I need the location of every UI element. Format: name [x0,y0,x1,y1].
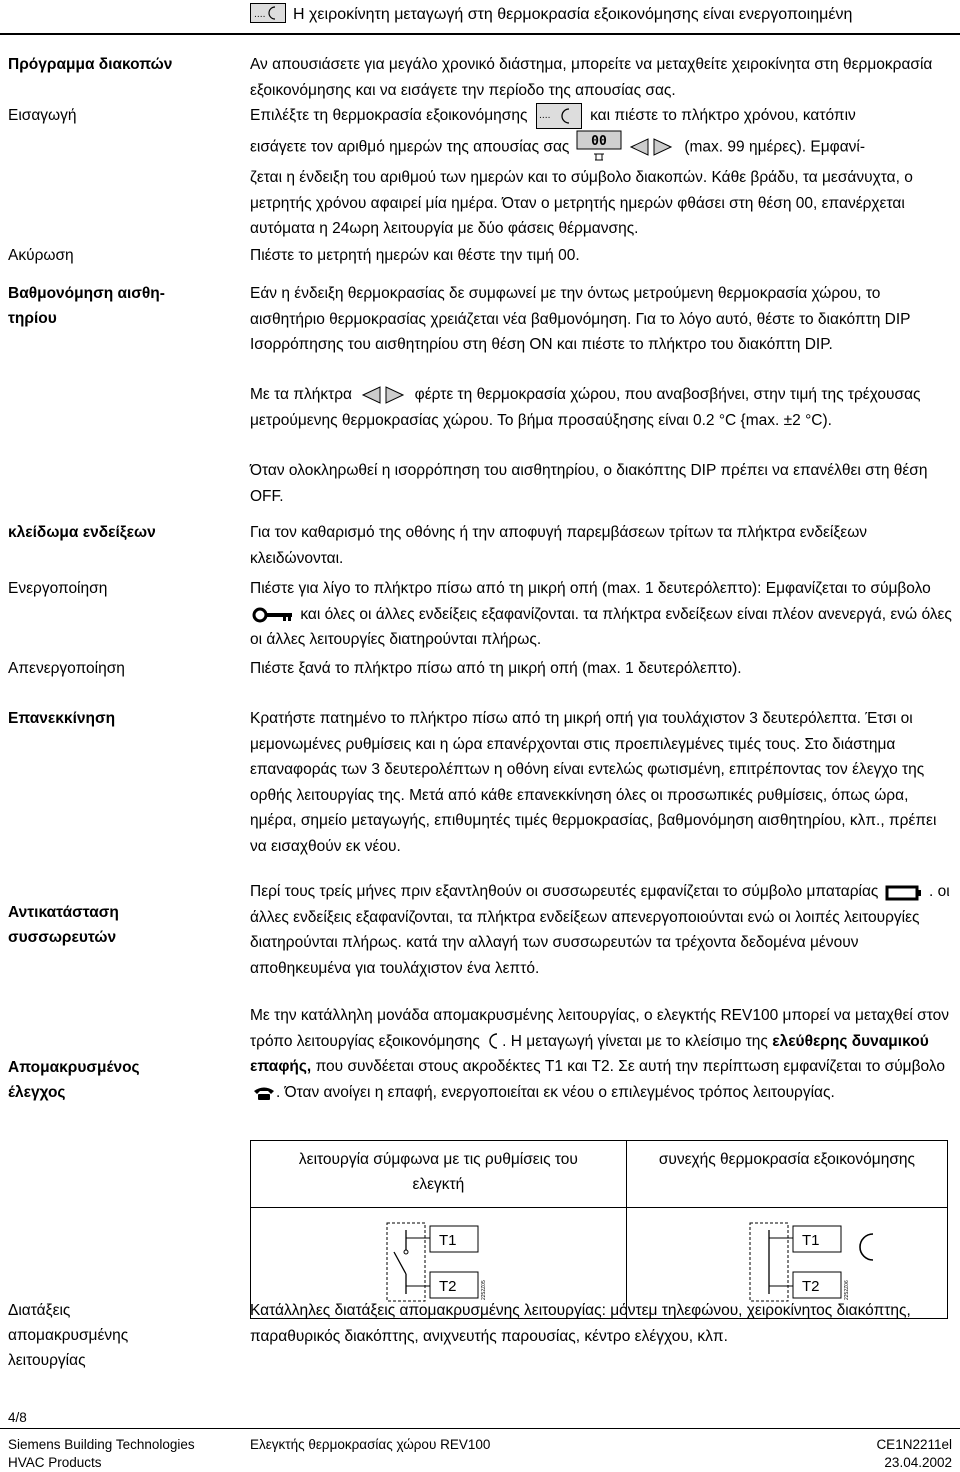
calibration-p3: Όταν ολοκληρωθεί η ισορρόπηση του αισθητηρίου, ο διακόπτης DIP πρέπει να επανέλθει στη θέση OFF. [250,462,928,505]
open-contact-diagram [386,1222,486,1302]
subtitle-deactivate: Απενεργοποίηση [8,660,125,677]
section-title-calibration: Βαθμονόμηση αισθη-τηρίου [8,285,165,327]
battery-text [250,879,955,981]
remote-c: που συνδέεται στους ακροδέκτες T1 και T2. Σε αυτή την περίπτωση εμφανίζεται το σύμβολο [315,1058,945,1075]
lock-activate-text [250,576,955,653]
holiday-input-line2 [250,130,955,166]
lock-on-b: και όλες οι άλλες ενδείξεις εξαφανίζονται. τα πλήκτρα ενδείξεων είναι πλέον ανενεργά, ενώ όλες οι άλλες λειτουργίες διατηρούνται πλήρως. [250,605,952,648]
devices-text: Κατάλληλες διατάξεις απομακρυσμένης λειτουργίας: μόντεμ τηλεφώνου, χειροκίνητος διακόπτης, παραθυρικός διακόπτης, ανιχνευτής παρουσίας, κέντρο ελέγχου, κλπ. [250,1302,911,1345]
holiday-cancel-text: Πιέστε το μετρητή ημερών και θέστε την τιμή 00. [250,247,580,264]
remote-text [250,1003,955,1105]
battery-a: Περί τους τρείς μήνες πριν εξαντληθούν οι συσσωρευτές εμφανίζεται το σύμβολο μπαταρίας [250,883,879,900]
footer-doc-title: Ελεγκτής θερμοκρασίας χώρου REV100 [250,1437,491,1452]
header-divider [0,33,960,35]
economy-mode-icon [536,103,582,129]
footer-date: 23.04.2002 [884,1455,952,1470]
mode-col1-header [251,1141,627,1208]
header-note: Η χειροκίνητη μεταγωγή στη θερμοκρασία εξοικονόμησης είναι ενεργοποιημένη [293,6,853,23]
section-title-battery: Αντικατάσταση συσσωρευτών [8,904,119,946]
mode-col2-header [626,1141,947,1208]
subtitle-activate: Ενεργοποίηση [8,580,108,597]
footer-company-2: HVAC Products [8,1455,102,1470]
svg-text:....: .... [254,10,266,20]
holiday-input-line1 [250,103,955,129]
footer-company-1: Siemens Building Technologies [8,1437,195,1452]
arrow-left-right-buttons-icon [628,136,674,158]
remote-a: Με την κατάλληλη μονάδα απομακρυσμένης λειτουργίας, ο ελεγκτής REV100 μπορεί να μεταχθεί στον τρόπο λειτουργίας εξοικονόμησης [250,1007,950,1050]
holiday-input-p3: εισάγετε τον αριθμό ημερών της απουσίας σας [250,138,570,156]
lock-deactivate-text: Πιέστε ξανά το πλήκτρο πίσω από τη μικρή οπή (max. 1 δευτερόλεπτο). [250,660,742,677]
battery-icon [885,884,923,900]
diagram-moon-icon [860,1234,873,1260]
subtitle-cancel: Ακύρωση [8,247,74,264]
lcd-days: 00 [590,134,607,149]
lock-intro: Για τον καθαρισμό της οθόνης ή την αποφυγή παρεμβάσεων τρίτων τα πλήκτρα ενδείξεων κλειδώνονται. [250,524,868,567]
remote-b: . Η μεταγωγή γίνεται με το κλείσιμο της [502,1032,768,1050]
arrow-buttons-icon [360,385,406,405]
svg-text:....: .... [538,111,551,121]
mode-col1-label: λειτουργία σύμφωνα με τις ρυθμίσεις του ελεγκτή [298,1151,578,1193]
calibration-p2 [250,382,955,433]
day-counter-icon [576,130,622,164]
moon-icon [484,1032,502,1050]
footer-doc-code: CE1N2211el [876,1437,952,1452]
section-title-lock: κλείδωμα ενδείξεων [8,524,156,541]
remote-bold: ελεύθερης δυναμικού επαφής, [250,1032,929,1075]
holiday-input-rest: ζεται η ένδειξη του αριθμού των ημερών και το σύμβολο διακοπών. Κάθε βράδυ, τα μεσάνυχτα, ο μετρητής χρόνου αφαιρεί μία ημέρα. Όταν ο μετρητής ημερών φθάσει στη θέση 00, επανέρχεται αυτόματα η 24ωρη λειτουργία με δύο φάσεις θέρμανσης. [250,169,913,237]
holiday-input-p1: Επιλέξτε τη θερμοκρασία εξοικονόμησης [250,107,528,125]
holiday-intro: Αν απουσιάσετε για μεγάλο χρονικό διάστημα, μπορείτε να μεταχθείτε χειροκίνητα στη θερμοκρασία εξοικονόμησης και να εισάγετε την περίοδο της απουσίας σας. [250,56,933,99]
section-title-devices: Διατάξεις απομακρυσμένης λειτουργίας [8,1302,129,1369]
calibration-p2b: φέρτε τη θερμοκρασία χώρου, που αναβοσβήνει, στην τιμή της τρέχουσας μετρούμενης θερμοκρασίας χώρου. Το βήμα προσαύξησης είναι 0.2 °C {max. ±2 °C). [250,386,921,429]
t2-label-1: T2 [439,1278,457,1295]
telephone-icon [252,1084,276,1100]
footer-divider [0,1428,960,1429]
lock-on-a: Πιέστε για λίγο το πλήκτρο πίσω από τη μικρή οπή (max. 1 δευτερόλεπτο): Εμφανίζεται το σύμβολο [250,580,931,597]
section-title-holiday: Πρόγραμμα διακοπών [8,56,173,73]
key-icon [253,606,293,622]
closed-contact-diagram [749,1222,889,1302]
restart-text: Κρατήστε πατημένο το πλήκτρο πίσω από τη μικρή οπή για τουλάχιστον 3 δευτερόλεπτα. Έτσι οι μεμονωμένες ρυθμίσεις και η ώρα επανέρχονται στις προεπιλεγμένες τιμές τους. Στο διάστημα επαναφοράς των 3 δευτερολέπτων η οθόνη είναι εντελώς φωτισμένη, επιτρέποντας τον έλεγχο της ορθής λειτουργίας της. Μετά από κάθε επανεκκίνηση όλες οι προσωπικές ρυθμίσεις, όπως ώρα, ημέρα, σημείο μεταγωγής, επιθυμητές τιμές θερμοκρασίας, βαθμονόμηση αισθητηρίου, κλπ., πρέπει να εισαχθούν εκ νέου. [250,710,937,855]
calibration-p2a: Με τα πλήκτρα [250,386,353,403]
code-2: 2252Z06 [843,1280,850,1300]
manual-economy-icon [250,3,286,23]
battery-b: . οι άλλες ενδείξεις εξαφανίζονται, τα πλήκτρα ενδείξεων απενεργοποιούνται ενώ οι λοιπές λειτουργίες διατηρούνται πλήρως. κατά την αλλαγή των συσσωρευτών τα τρέχοντα δεδομένα μένουν αποθηκευμένα για τουλάχιστον ένα λεπτό. [250,883,950,977]
mode-col2-label: συνεχής θερμοκρασία εξοικονόμησης [658,1151,916,1168]
subtitle-input: Εισαγωγή [8,107,77,124]
remote-d: . Όταν ανοίγει η επαφή, ενεργοποιείται εκ νέου ο επιλεγμένος τρόπος λειτουργίας. [276,1083,835,1101]
section-title-remote: Απομακρυσμένος έλεγχος [8,1059,140,1101]
page-number: 4/8 [8,1410,27,1425]
t1-label-2: T1 [801,1232,820,1249]
section-title-restart: Επανεκκίνηση [8,710,116,727]
code-1: 2252Z05 [481,1280,487,1300]
holiday-input-p2: και πιέστε το πλήκτρο χρόνου, κατόπιν [590,107,856,125]
holiday-input-p4: (max. 99 ημέρες). Εμφανί- [684,138,866,156]
remote-mode-table [250,1140,948,1319]
t2-label-2: T2 [801,1278,820,1295]
t1-label-1: T1 [439,1232,457,1249]
calibration-p1: Εάν η ένδειξη θερμοκρασίας δε συμφωνεί με την όντως μετρούμενη θερμοκρασία χώρου, το αισθητήριο θερμοκρασίας χρειάζεται νέα βαθμονόμηση. Για το λόγο αυτό, θέστε το διακόπτη DIP Ισορρόπησης του αισθητηρίου στη θέση ON και πιέστε το πλήκτρο του διακόπτη DIP. [250,285,911,353]
